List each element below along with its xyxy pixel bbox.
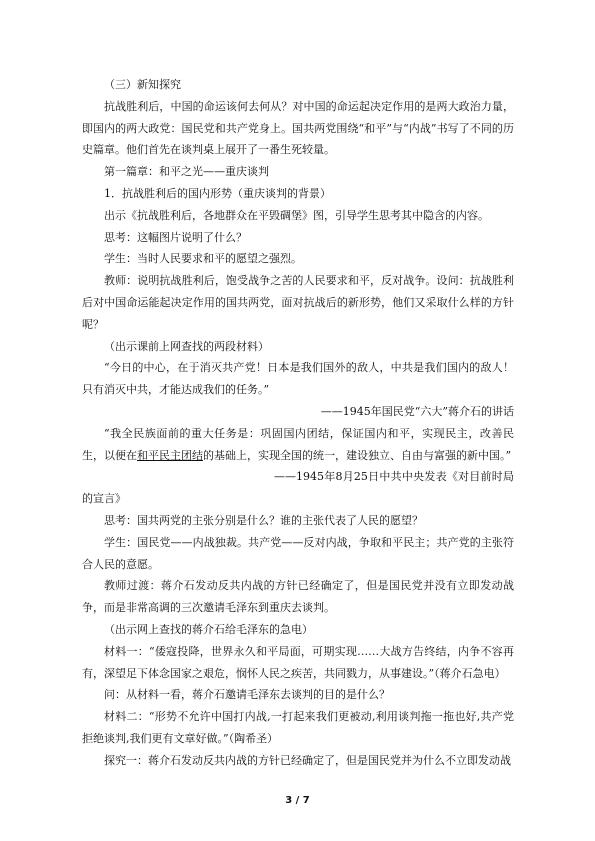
explore-1: 探究一：蒋介石发动反共内战的方针已经确定了，但是国民党并为什么不立即发动战 [104,753,511,767]
think-question-2: 思考：国共两党的主张分别是什么？谁的主张代表了人民的愿望？ [104,513,423,527]
quote-2-source: ——1945年8月25日中共中央发表《对目前时局的宣言》 [82,470,514,506]
intro-paragraph: 抗战胜利后，中国的命运该何去何从？对中国的命运起决定作用的是两大政治力量，即国内的两大政党：国民党和共产党身上。国共两党围绕“和平”与“内战”书写了不同的历史篇章。他们首先在谈判桌上展开了一番生死较量。 [82,99,514,157]
show-picture-paragraph: 出示《抗战胜利后，各地群众在平毁碉堡》图，引导学生思考其中隐含的内容。 [104,208,489,222]
quote-2-underlined: 和平民主团结 [137,448,203,462]
page-content [82,74,514,772]
quote-2-part-1: “我全民族面前的重大任务是：巩固国内团结，保证国内和平，实现民主，改善民生，以便在 [82,426,514,462]
section-title: （三）新知探究 [104,78,181,91]
page-number: 3 / 7 [285,795,310,806]
show-telegram-note: （出示网上查找的蒋介石给毛泽东的急电） [104,622,313,636]
show-material-note: （出示课前上网查找的两段材料） [104,339,269,353]
teacher-transition: 教师过渡：蒋介石发动反共内战的方针已经确定了，但是国民党并没有立即发动战争，而是非常高调的三次邀请毛泽东到重庆去谈判。 [82,579,514,615]
material-1: 材料一：“倭寇投降，世界永久和平局面，可期实现……大战方告终结，内争不容再有，深望足下体念国家之艰危，悯怀人民之疾苦，共同戮力，从事建设。”（蒋介石急电） [82,644,514,680]
student-answer-1: 学生：当时人民要求和平的愿望之强烈。 [104,252,302,266]
quote-1-source: ——1945年国民党“六大”蒋介石的讲话 [320,404,514,418]
chapter-heading: 第一篇章：和平之光——重庆谈判 [104,165,269,179]
point-heading: 1．抗战胜利后的国内形势（重庆谈判的背景） [104,186,331,200]
student-answer-2: 学生：国民党——内战独裁。共产党——反对内战，争取和平民主；共产党的主张符合人民的意愿。 [82,535,514,571]
material-2: 材料二：“形势不允许中国打内战,一打起来我们更被动,利用谈判拖一拖也好,共产党拒绝谈判,我们更有文章好做。”（陶希圣） [82,710,514,745]
question-1: 问：从材料一看，蒋介石邀请毛泽东去谈判的目的是什么？ [104,688,390,702]
quote-2 [82,423,514,467]
quote-2-part-2: 的基础上，实现全国的统一，建设独立、自由与富强的新中国。” [203,448,512,462]
quote-1: “今日的中心，在于消灭共产党！日本是我们国外的敌人，中共是我们国内的敌人！只有消灭中共，才能达成我们的任务。” [82,361,514,397]
teacher-paragraph-1: 教师：说明抗战胜利后，饱受战争之苦的人民要求和平，反对战争。设问：抗战胜利后对中国命运能起决定作用的国共两党，面对抗战后的新形势，他们又采取什么样的方针呢？ [82,274,514,331]
think-question-1: 思考：这幅图片说明了什么？ [104,230,247,244]
